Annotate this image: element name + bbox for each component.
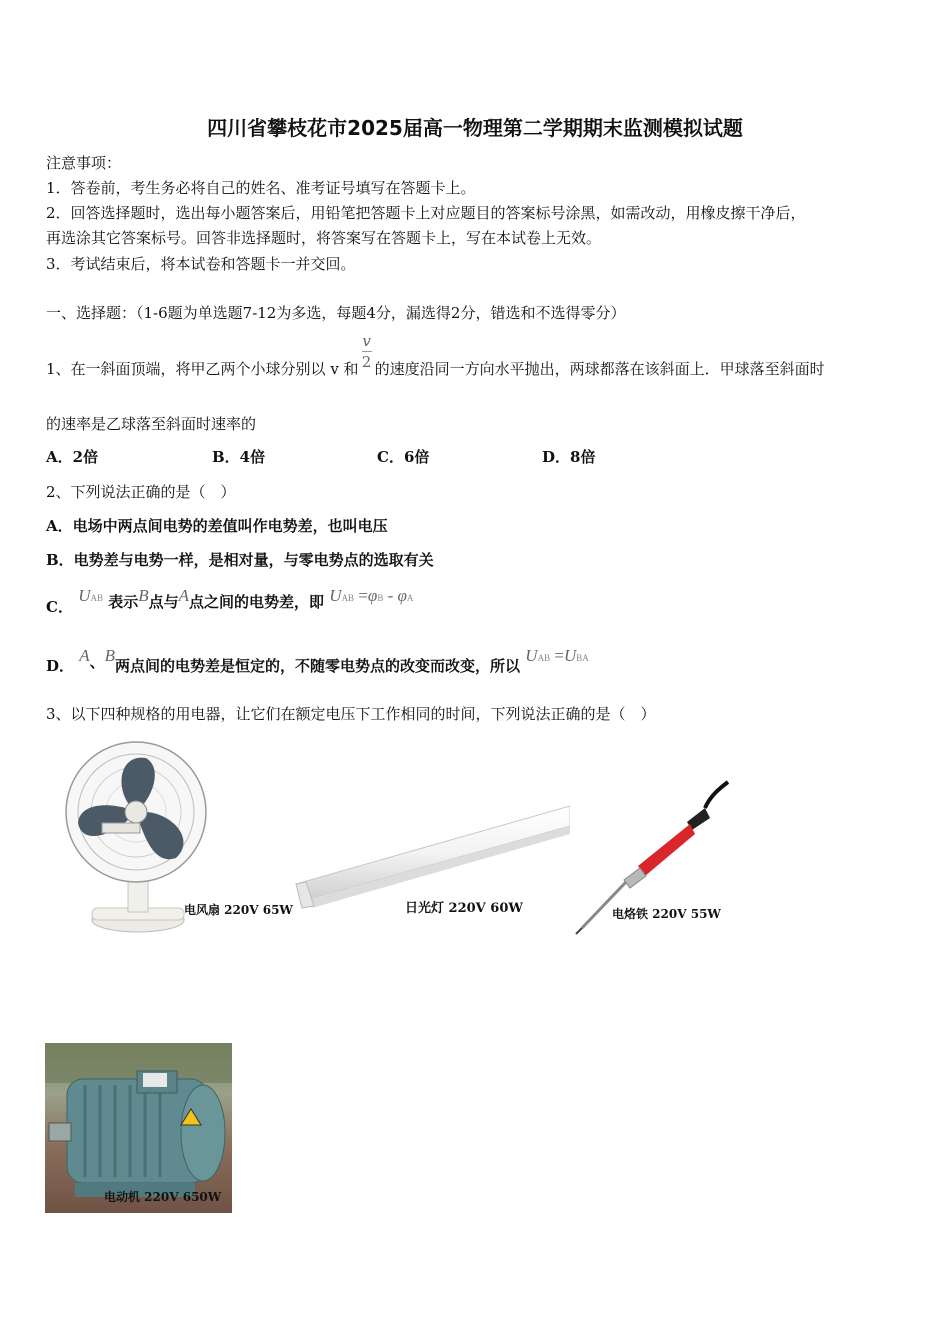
q2-c-t2: 点与: [148, 593, 179, 611]
q1-fraction: [362, 333, 372, 370]
q2-d-t1: 、: [89, 653, 105, 671]
sym-u: U: [563, 646, 577, 665]
sym-a: A: [178, 586, 190, 605]
question-3-stem: 3、以下四种规格的用电器，让它们在额定电压下工作相同的时间，下列说法正确的是（ ）: [46, 705, 656, 723]
sub-ab: AB: [537, 653, 551, 663]
q2-c-label: C．: [46, 598, 73, 616]
q1-option-c: C．6倍: [377, 448, 430, 466]
sub-ab: AB: [341, 593, 355, 603]
sym-eq: =: [554, 646, 564, 665]
sym-eq: =: [358, 586, 368, 605]
q2-c-t1: 表示: [108, 593, 139, 611]
sym-u: U: [329, 586, 342, 605]
q2-c-t3: 点之间的电势差，即: [189, 593, 325, 611]
q2-option-d: [46, 645, 589, 675]
sym-b: B: [138, 586, 149, 605]
sub-ab: AB: [90, 593, 103, 603]
q2-c-formula: [329, 586, 413, 605]
sub-a: A: [406, 593, 414, 603]
sub-b: B: [377, 593, 384, 603]
fan-caption: 电风扇 220V 65W: [184, 903, 293, 917]
q1-option-d: D．8倍: [542, 448, 596, 466]
q2-option-a: A．电场中两点间电势的差值叫作电势差，也叫电压: [46, 517, 388, 535]
q2-d-t2: 两点间的电势差是恒定的，不随零电势点的改变而改变，所以: [115, 657, 521, 675]
q2-option-b: B．电势差与电势一样，是相对量，与零电势点的选取有关: [46, 551, 434, 569]
notice-header: 注意事项：: [46, 154, 122, 172]
notice-item-1: 1．答卷前，考生务必将自己的姓名、准考证号填写在答题卡上。: [46, 179, 476, 197]
fraction-bar: [362, 351, 372, 352]
q1-option-b: B．4倍: [212, 448, 266, 466]
q1-frac-numerator: v: [362, 332, 371, 350]
motor-caption: 电动机 220V 650W: [104, 1190, 222, 1204]
q2-c-u: [78, 586, 103, 605]
lamp-caption: 日光灯 220V 60W: [405, 901, 523, 916]
q2-d-label: D．: [46, 657, 75, 675]
notice-item-2: 2．回答选择题时，选出每小题答案后，用铅笔把答题卡上对应题目的答案标号涂黑，如需改动，用橡皮擦干净后，: [46, 204, 806, 222]
sym-u: U: [78, 586, 91, 605]
q1-text-part1: 1、在一斜面顶端，将甲乙两个小球分别以 v 和: [46, 359, 359, 378]
sym-b: B: [104, 646, 116, 665]
notice-item-2-cont: 再选涂其它答案标号。回答非选择题时，将答案写在答题卡上，写在本试卷上无效。: [46, 229, 602, 247]
sub-ba: BA: [576, 653, 589, 663]
page-title: 四川省攀枝花市2025届高一物理第二学期期末监测模拟试题: [207, 116, 743, 140]
q1-frac-denominator: 2: [361, 353, 372, 371]
iron-caption: 电烙铁 220V 55W: [612, 907, 721, 921]
sym-a: A: [79, 646, 90, 665]
notice-item-3: 3．考试结束后，将本试卷和答题卡一并交回。: [46, 255, 356, 273]
question-1-stem: [46, 332, 825, 378]
q2-d-formula: [525, 646, 588, 665]
sym-minus: -: [387, 586, 394, 605]
q2-option-c: [46, 585, 414, 616]
sym-phi: φ: [397, 586, 407, 605]
question-1-stem-cont: 的速率是乙球落至斜面时速率的: [46, 415, 257, 433]
question-2-stem: 2、下列说法正确的是（ ）: [46, 483, 236, 501]
section-heading: 一、选择题：（1-6题为单选题7-12为多选，每题4分，漏选得2分，错选和不选得零分）: [46, 304, 626, 322]
q1-text-part2: 的速度沿同一方向水平抛出，两球都落在该斜面上．甲球落至斜面时: [374, 359, 825, 378]
sym-u: U: [525, 646, 538, 665]
q1-option-a: A．2倍: [46, 448, 99, 466]
sym-phi: φ: [367, 586, 378, 605]
